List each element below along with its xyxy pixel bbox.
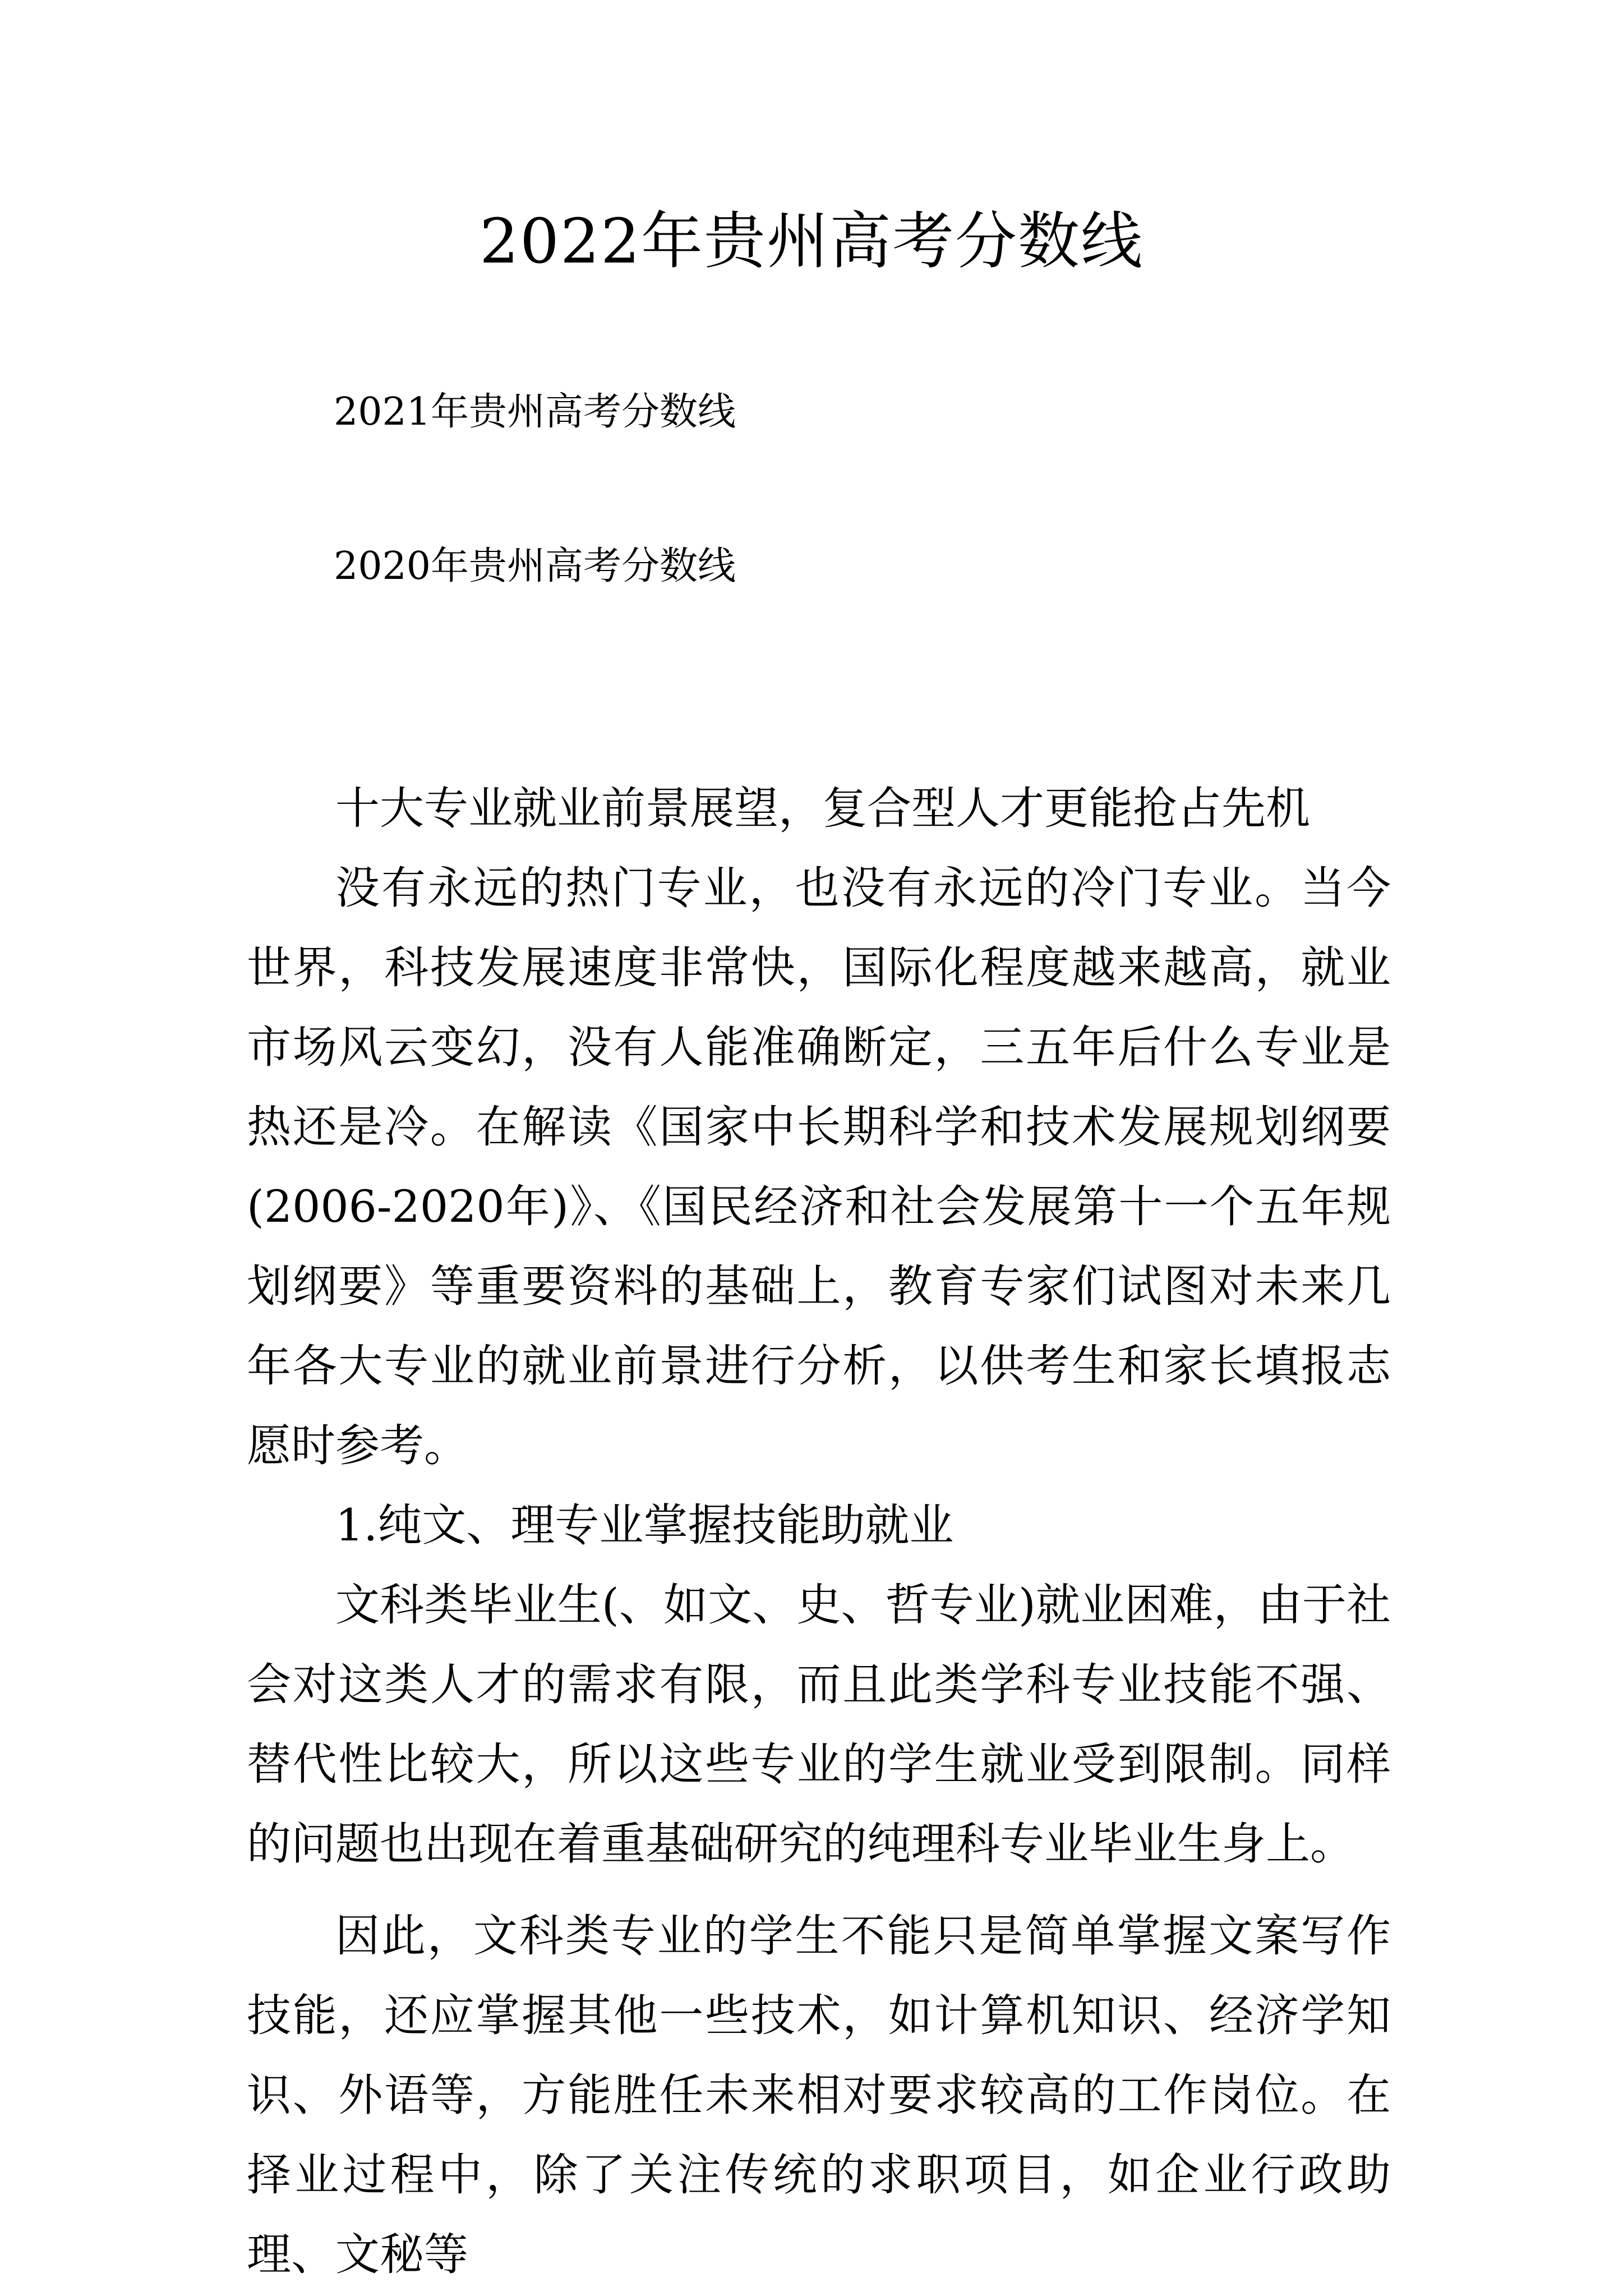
document-body bbox=[247, 769, 1391, 2294]
body-paragraph: 文科类毕业生(、如文、史、哲专业)就业困难，由于社会对这类人才的需求有限，而且此类学科专业技能不强、替代性比较大，所以这些专业的学生就业受到限制。同样的问题也出现在着重基础研究的纯理科专业毕业生身上。 bbox=[247, 1579, 1391, 1870]
body-paragraph: 没有永远的热门专业，也没有永远的冷门专业。当今世界，科技发展速度非常快，国际化程度越来越高，就业市场风云变幻，没有人能准确断定，三五年后什么专业是热还是冷。在解读《国家中长期科学和技术发展规划纲要(2006-2020年)》、《国民经济和社会发展第十一个五年规划纲要》等重要资料的基础上，教育专家们试图对未来几年各大专业的就业前景进行分析，以供考生和家长填报志愿时参考。 bbox=[247, 862, 1391, 1471]
body-paragraph: 因此，文科类专业的学生不能只是简单掌握文案写作技能，还应掌握其他一些技术，如计算机知识、经济学知识、外语等，方能胜任未来相对要求较高的工作岗位。在择业过程中，除了关注传统的求职项目，如企业行政助理、文秘等 bbox=[247, 1910, 1391, 2280]
document-title: 2022年贵州高考分数线 bbox=[479, 205, 1144, 277]
section-heading: 十大专业就业前景展望，复合型人才更能抢占先机 bbox=[335, 783, 1310, 834]
related-link-2021[interactable]: 2021年贵州高考分数线 bbox=[334, 390, 736, 434]
related-link-2020[interactable]: 2020年贵州高考分数线 bbox=[334, 544, 736, 588]
section-heading: 1.纯文、理专业掌握技能助就业 bbox=[335, 1499, 954, 1551]
